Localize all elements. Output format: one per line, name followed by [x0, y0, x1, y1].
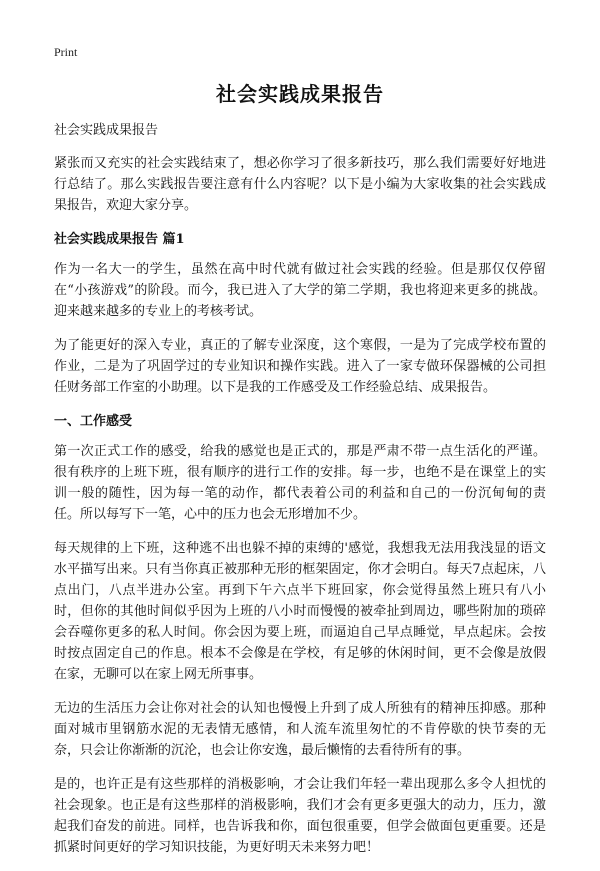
body-paragraph: 为了能更好的深入专业，真正的了解专业深度，这个寒假，一是为了完成学校布置的作业，二是为了巩固学过的专业知识和操作实践。进入了一家专做环保器械的公司担任财务部工作室的小助理。以下是我的工作感受及工作经验总结、成果报告。: [54, 338, 546, 395]
body-paragraph: 是的，也许正是有这些那样的消极影响，才会让我们年轻一辈出现那么多令人担忧的社会现象。也正是有这些那样的消极影响，我们才会有更多更强大的动力，压力，激起我们奋发的前进。同样，也告诉我和你，面包很重要，但学会做面包更重要。还是抓紧时间更好的学习知识技能，为更好明天未来努力吧！: [54, 777, 546, 855]
body-paragraph: 作为一名大一的学生，虽然在高中时代就有做过社会实践的经验。但是那仅仅停留在“小孩游戏”的阶段。而今，我已进入了大学的第二学期，我也将迎来更多的挑战。迎来越来越多的专业上的考核考试。: [54, 262, 546, 319]
sub-heading: 一、工作感受: [54, 414, 133, 429]
section-heading: 社会实践成果报告 篇1: [54, 232, 185, 247]
body-paragraph: 第一次正式工作的感受，给我的感觉也是正式的，那是严肃不带一点生活化的严谨。很有秩序的上班下班，很有顺序的进行工作的安排。每一步，也绝不是在课堂上的实训一般的随性，因为每一笔的动作，都代表着公司的利益和自己的一份沉甸甸的责任。所以每写下一笔，心中的压力也会无形增加不少。: [54, 444, 546, 522]
print-link[interactable]: Print: [54, 45, 78, 59]
body-paragraph: 每天规律的上下班，这种逃不出也躲不掉的束缚的'感觉，我想我无法用我浅显的语文水平描写出来。只有当你真正被那种无形的框架固定，你才会明白。每天7点起床，八点出门，八点半进办公室。再到下午六点半下班回家，你会觉得虽然上班只有八小时，但你的其他时间似乎因为上班的八小时而慢慢的被牵扯到周边，哪些附加的琐碎会吞噬你更多的私人时间。你会因为要上班，而逼迫自己早点睡觉，早点起床。会按时按点固定自己的作息。根本不会像是在学校，有足够的休闲时间，更不会像是放假在家，无聊可以在家上网无所事事。: [54, 541, 546, 682]
body-paragraph: 无边的生活压力会让你对社会的认知也慢慢上升到了成人所独有的精神压抑感。那种面对城市里钢筋水泥的无表情无感情，和人流车流里匆忙的不肯停歇的快节奏的无奈，只会让你渐渐的沉沦，也会让你安逸，最后懒惰的去看待所有的事。: [54, 701, 546, 758]
document-subtitle: 社会实践成果报告: [54, 123, 159, 138]
document-body: [54, 120, 546, 871]
intro-paragraph: 紧张而又充实的社会实践结束了，想必你学习了很多新技巧，那么我们需要好好地进行总结了。那么实践报告要注意有什么内容呢？以下是小编为大家收集的社会实践成果报告，欢迎大家分享。: [54, 156, 546, 213]
page-title: 社会实践成果报告: [216, 82, 384, 106]
